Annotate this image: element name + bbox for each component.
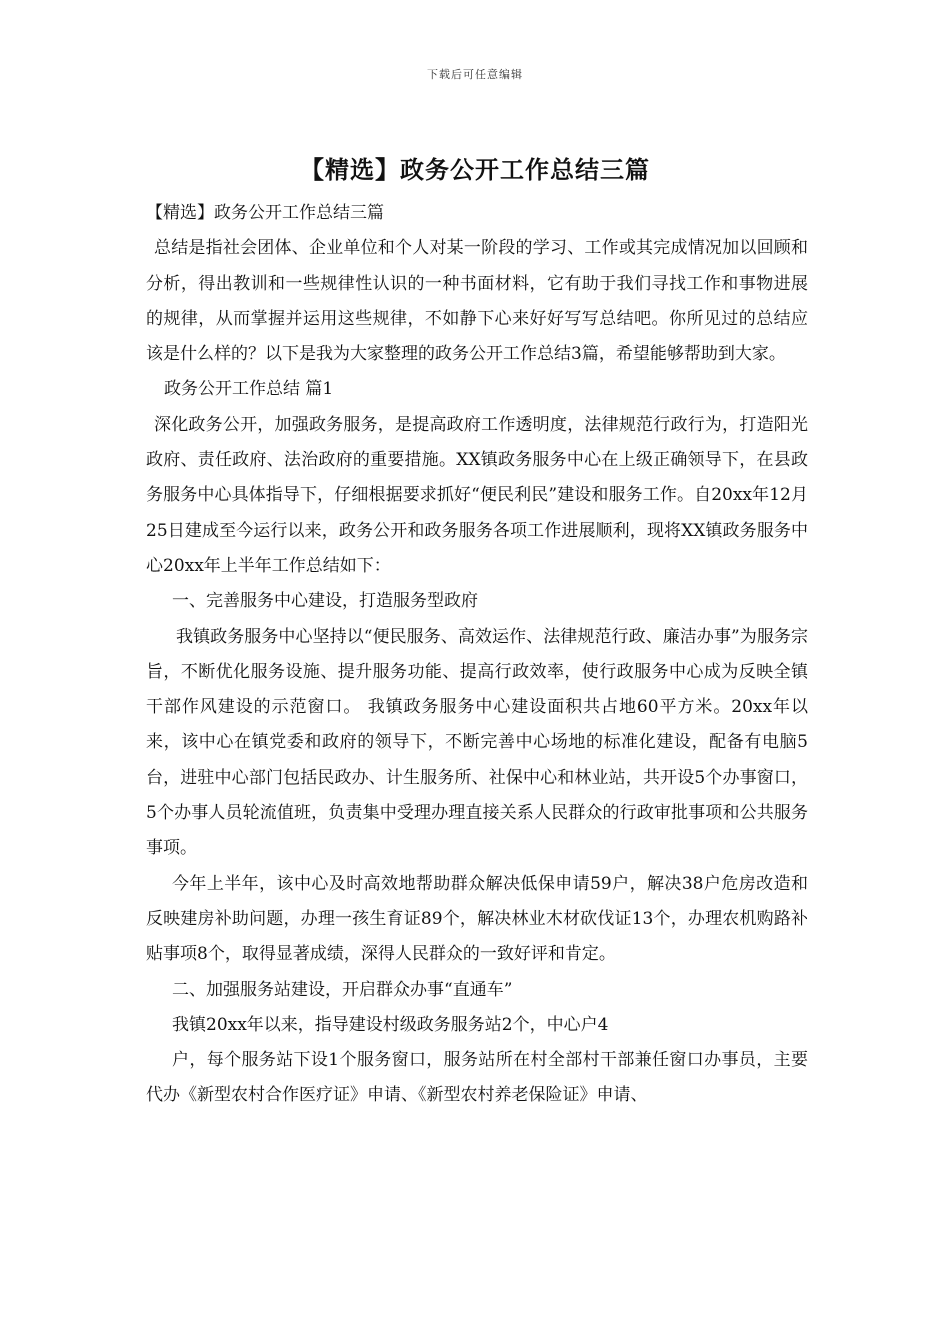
body-paragraph: 今年上半年，该中心及时高效地帮助群众解决低保申请59户，解决38户危房改造和反映建房补助问题，办理一孩生育证89个，解决林业木材砍伐证13个，办理农机购路补贴事项8个，取得显著成绩，深得人民群众的一致好评和肯定。 bbox=[146, 873, 808, 965]
body-paragraph: 户，每个服务站下设1个服务窗口，服务站所在村全部村干部兼任窗口办事员，主要代办《新型农村合作医疗证》申请、《新型农村养老保险证》申请、 bbox=[146, 1050, 808, 1106]
section-heading-2: 二、加强服务站建设，开启群众办事“直通车” bbox=[172, 979, 513, 1000]
body-paragraph: 我镇政务服务中心坚持以“便民服务、高效运作、法律规范行政、廉洁办事”为服务宗旨，不断优化服务设施、提升服务功能、提高行政效率，使行政服务中心成为反映全镇干部作风建设的示范窗口。 我镇政务服务中心建设面积共占地60平方米。20xx年以来，该中心在镇党委和政府的领导下，不断完善中心场地的标准化建设，配备有电脑5台，进驻中心部门包括民政办、计生服务所、社保中心和林业站，共开设5个办事窗口，5个办事人员轮流值班，负责集中受理办理直接关系人民群众的行政审批事项和公共服务事项。 bbox=[146, 626, 808, 859]
document-title: 【精选】政务公开工作总结三篇 bbox=[300, 155, 650, 184]
section-heading-article-1: 政务公开工作总结 篇1 bbox=[164, 379, 334, 400]
header-note: 下载后可任意编辑 bbox=[427, 68, 523, 81]
body-paragraph: 深化政务公开，加强政务服务，是提高政府工作透明度，法律规范行政行为，打造阳光政府、责任政府、法治政府的重要措施。XX镇政务服务中心在上级正确领导下，在县政务服务中心具体指导下，仔细根据要求抓好“便民利民”建设和服务工作。自20xx年12月25日建成至今运行以来，政务公开和政务服务各项工作进展顺利，现将XX镇政务服务中心20xx年上半年工作总结如下： bbox=[146, 414, 808, 576]
intro-paragraph: 总结是指社会团体、企业单位和个人对某一阶段的学习、工作或其完成情况加以回顾和分析，得出教训和一些规律性认识的一种书面材料，它有助于我们寻找工作和事物进展的规律，从而掌握并运用这些规律，不如静下心来好好写写总结吧。你所见过的总结应该是什么样的？以下是我为大家整理的政务公开工作总结3篇，希望能够帮助到大家。 bbox=[146, 238, 808, 365]
body-paragraph: 我镇20xx年以来，指导建设村级政务服务站2个，中心户4 bbox=[172, 1014, 609, 1035]
subtitle-paragraph: 【精选】政务公开工作总结三篇 bbox=[146, 203, 384, 223]
section-heading-1: 一、完善服务中心建设，打造服务型政府 bbox=[172, 591, 478, 612]
document-body bbox=[146, 196, 808, 1114]
